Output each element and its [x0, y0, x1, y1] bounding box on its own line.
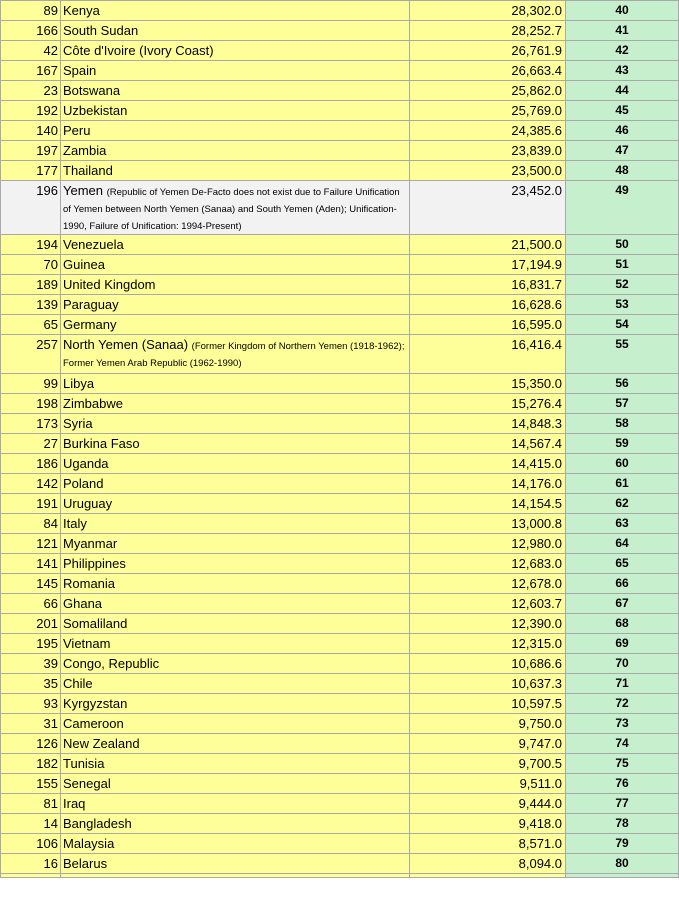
cell-country[interactable] — [61, 161, 410, 181]
table-row[interactable] — [1, 654, 679, 674]
cell-country[interactable] — [61, 514, 410, 534]
country-name: Kenya — [63, 3, 100, 18]
cell-value[interactable]: 9,511.0 — [410, 774, 566, 794]
table-row-partial — [1, 874, 679, 878]
cell-rank[interactable]: 76 — [566, 774, 679, 794]
cell-rank[interactable]: 47 — [566, 141, 679, 161]
cell-country[interactable] — [61, 61, 410, 81]
table-row[interactable] — [1, 295, 679, 315]
cell-country[interactable] — [61, 774, 410, 794]
country-name: Chile — [63, 676, 93, 691]
cell-id[interactable]: 35 — [1, 674, 61, 694]
cell-country[interactable] — [61, 474, 410, 494]
cell-rank[interactable]: 73 — [566, 714, 679, 734]
cell-id[interactable]: 65 — [1, 315, 61, 335]
cell-rank[interactable]: 74 — [566, 734, 679, 754]
cell-rank[interactable]: 78 — [566, 814, 679, 834]
table-row[interactable] — [1, 554, 679, 574]
cell-id[interactable]: 126 — [1, 734, 61, 754]
table-row[interactable] — [1, 255, 679, 275]
cell-country[interactable] — [61, 141, 410, 161]
cell-id[interactable]: 121 — [1, 534, 61, 554]
cell-id[interactable]: 166 — [1, 21, 61, 41]
cell-country[interactable] — [61, 454, 410, 474]
cell-empty — [61, 874, 410, 878]
cell-value[interactable]: 12,315.0 — [410, 634, 566, 654]
country-name: Uruguay — [63, 496, 113, 511]
table-row[interactable] — [1, 181, 679, 235]
cell-rank[interactable]: 45 — [566, 101, 679, 121]
table-row[interactable] — [1, 674, 679, 694]
country-name: Venezuela — [63, 237, 124, 252]
cell-value[interactable]: 15,276.4 — [410, 394, 566, 414]
cell-rank[interactable]: 56 — [566, 374, 679, 394]
cell-country[interactable] — [61, 694, 410, 714]
cell-id[interactable]: 89 — [1, 1, 61, 21]
table-row[interactable] — [1, 21, 679, 41]
table-row[interactable] — [1, 834, 679, 854]
table-row[interactable] — [1, 61, 679, 81]
cell-id[interactable]: 177 — [1, 161, 61, 181]
table-row[interactable] — [1, 41, 679, 61]
cell-id[interactable]: 257 — [1, 335, 61, 374]
cell-rank[interactable]: 46 — [566, 121, 679, 141]
country-name: Malaysia — [63, 836, 115, 851]
cell-value[interactable]: 28,252.7 — [410, 21, 566, 41]
cell-country[interactable] — [61, 235, 410, 255]
cell-id[interactable]: 16 — [1, 854, 61, 874]
cell-id[interactable]: 141 — [1, 554, 61, 574]
cell-value[interactable]: 12,390.0 — [410, 614, 566, 634]
cell-id[interactable]: 99 — [1, 374, 61, 394]
country-name: Kyrgyzstan — [63, 696, 128, 711]
cell-value[interactable]: 23,839.0 — [410, 141, 566, 161]
country-name: Zambia — [63, 143, 107, 158]
cell-id[interactable]: 140 — [1, 121, 61, 141]
cell-id[interactable]: 192 — [1, 101, 61, 121]
cell-country[interactable] — [61, 854, 410, 874]
country-name: Spain — [63, 63, 97, 78]
country-name: Yemen — [63, 183, 103, 198]
cell-country[interactable] — [61, 534, 410, 554]
cell-id[interactable]: 201 — [1, 614, 61, 634]
cell-country[interactable] — [61, 181, 410, 235]
cell-value[interactable]: 28,302.0 — [410, 1, 566, 21]
table-row[interactable] — [1, 614, 679, 634]
table-row[interactable] — [1, 315, 679, 335]
cell-rank[interactable]: 79 — [566, 834, 679, 854]
cell-rank[interactable]: 54 — [566, 315, 679, 335]
cell-value[interactable]: 12,678.0 — [410, 574, 566, 594]
cell-country[interactable] — [61, 255, 410, 275]
cell-id[interactable]: 31 — [1, 714, 61, 734]
table-row[interactable] — [1, 454, 679, 474]
cell-value[interactable]: 26,761.9 — [410, 41, 566, 61]
cell-rank[interactable]: 59 — [566, 434, 679, 454]
cell-empty — [566, 874, 679, 878]
country-name: Côte d'Ivoire (Ivory Coast) — [63, 43, 214, 58]
country-name: Zimbabwe — [63, 396, 123, 411]
cell-rank[interactable]: 61 — [566, 474, 679, 494]
cell-rank[interactable]: 65 — [566, 554, 679, 574]
table-row[interactable] — [1, 161, 679, 181]
cell-rank[interactable]: 66 — [566, 574, 679, 594]
cell-value[interactable]: 13,000.8 — [410, 514, 566, 534]
cell-id[interactable]: 189 — [1, 275, 61, 295]
cell-country[interactable] — [61, 614, 410, 634]
table-row[interactable] — [1, 121, 679, 141]
cell-rank[interactable]: 80 — [566, 854, 679, 874]
table-row[interactable] — [1, 434, 679, 454]
cell-country[interactable] — [61, 834, 410, 854]
cell-value[interactable]: 12,683.0 — [410, 554, 566, 574]
cell-value[interactable]: 10,597.5 — [410, 694, 566, 714]
cell-value[interactable]: 23,452.0 — [410, 181, 566, 235]
cell-value[interactable]: 21,500.0 — [410, 235, 566, 255]
table-row[interactable] — [1, 774, 679, 794]
cell-id[interactable]: 194 — [1, 235, 61, 255]
cell-rank[interactable]: 70 — [566, 654, 679, 674]
cell-country[interactable] — [61, 554, 410, 574]
cell-country[interactable] — [61, 674, 410, 694]
cell-value[interactable]: 9,750.0 — [410, 714, 566, 734]
cell-id[interactable]: 197 — [1, 141, 61, 161]
table-row[interactable] — [1, 794, 679, 814]
cell-country[interactable] — [61, 1, 410, 21]
cell-rank[interactable]: 52 — [566, 275, 679, 295]
cell-country[interactable] — [61, 121, 410, 141]
table-row[interactable] — [1, 734, 679, 754]
cell-value[interactable]: 10,686.6 — [410, 654, 566, 674]
country-name: United Kingdom — [63, 277, 156, 292]
cell-country[interactable] — [61, 594, 410, 614]
country-name: Senegal — [63, 776, 111, 791]
cell-country[interactable] — [61, 794, 410, 814]
cell-rank[interactable]: 51 — [566, 255, 679, 275]
cell-rank[interactable]: 71 — [566, 674, 679, 694]
country-name: Belarus — [63, 856, 108, 871]
country-name: Italy — [63, 516, 87, 531]
country-name: Congo, Republic — [63, 656, 160, 671]
cell-empty — [1, 874, 61, 878]
country-name: Romania — [63, 576, 116, 591]
country-name: Uganda — [63, 456, 109, 471]
country-name: Vietnam — [63, 636, 111, 651]
cell-value[interactable]: 16,595.0 — [410, 315, 566, 335]
cell-value[interactable]: 25,862.0 — [410, 81, 566, 101]
cell-country[interactable] — [61, 41, 410, 61]
country-name: Libya — [63, 376, 95, 391]
cell-id[interactable]: 81 — [1, 794, 61, 814]
table-row[interactable] — [1, 574, 679, 594]
cell-rank[interactable]: 41 — [566, 21, 679, 41]
cell-country[interactable] — [61, 81, 410, 101]
cell-rank[interactable]: 53 — [566, 295, 679, 315]
table-row[interactable] — [1, 235, 679, 255]
cell-id[interactable]: 23 — [1, 81, 61, 101]
table-row[interactable] — [1, 714, 679, 734]
table-row[interactable] — [1, 81, 679, 101]
cell-rank[interactable]: 63 — [566, 514, 679, 534]
cell-value[interactable]: 9,747.0 — [410, 734, 566, 754]
cell-id[interactable]: 167 — [1, 61, 61, 81]
cell-value[interactable]: 14,176.0 — [410, 474, 566, 494]
cell-id[interactable]: 27 — [1, 434, 61, 454]
cell-id[interactable]: 145 — [1, 574, 61, 594]
cell-rank[interactable]: 67 — [566, 594, 679, 614]
cell-country[interactable] — [61, 21, 410, 41]
cell-rank[interactable]: 77 — [566, 794, 679, 814]
cell-country[interactable] — [61, 494, 410, 514]
country-name: Burkina Faso — [63, 436, 140, 451]
cell-value[interactable]: 24,385.6 — [410, 121, 566, 141]
country-name: New Zealand — [63, 736, 140, 751]
table-row[interactable] — [1, 335, 679, 374]
table-body — [1, 1, 679, 878]
cell-country[interactable] — [61, 434, 410, 454]
cell-rank[interactable]: 49 — [566, 181, 679, 235]
table-row[interactable] — [1, 141, 679, 161]
cell-value[interactable]: 16,628.6 — [410, 295, 566, 315]
table-row[interactable] — [1, 374, 679, 394]
country-name: Cameroon — [63, 716, 124, 731]
cell-rank[interactable]: 57 — [566, 394, 679, 414]
country-name: Paraguay — [63, 297, 119, 312]
cell-rank[interactable]: 40 — [566, 1, 679, 21]
table-row[interactable] — [1, 414, 679, 434]
cell-country[interactable] — [61, 654, 410, 674]
cell-id[interactable]: 42 — [1, 41, 61, 61]
table-row[interactable] — [1, 634, 679, 654]
country-name: Guinea — [63, 257, 105, 272]
cell-country[interactable] — [61, 634, 410, 654]
cell-value[interactable]: 16,416.4 — [410, 335, 566, 374]
cell-rank[interactable]: 60 — [566, 454, 679, 474]
cell-id[interactable]: 173 — [1, 414, 61, 434]
cell-empty — [410, 874, 566, 878]
cell-id[interactable]: 93 — [1, 694, 61, 714]
country-name: Philippines — [63, 556, 126, 571]
cell-value[interactable]: 23,500.0 — [410, 161, 566, 181]
cell-value[interactable]: 9,444.0 — [410, 794, 566, 814]
cell-value[interactable]: 8,571.0 — [410, 834, 566, 854]
country-name: North Yemen (Sanaa) — [63, 337, 189, 352]
cell-rank[interactable]: 44 — [566, 81, 679, 101]
cell-value[interactable]: 12,980.0 — [410, 534, 566, 554]
country-name: Myanmar — [63, 536, 118, 551]
cell-country[interactable] — [61, 374, 410, 394]
cell-rank[interactable]: 42 — [566, 41, 679, 61]
cell-value[interactable]: 10,637.3 — [410, 674, 566, 694]
cell-value[interactable]: 14,415.0 — [410, 454, 566, 474]
country-name: Peru — [63, 123, 91, 138]
country-name: Somaliland — [63, 616, 128, 631]
table-row[interactable] — [1, 494, 679, 514]
cell-id[interactable]: 14 — [1, 814, 61, 834]
country-name: Germany — [63, 317, 117, 332]
cell-rank[interactable]: 72 — [566, 694, 679, 714]
country-name: Poland — [63, 476, 104, 491]
cell-id[interactable]: 70 — [1, 255, 61, 275]
cell-country[interactable] — [61, 275, 410, 295]
cell-id[interactable]: 39 — [1, 654, 61, 674]
cell-value[interactable]: 14,567.4 — [410, 434, 566, 454]
cell-value[interactable]: 25,769.0 — [410, 101, 566, 121]
cell-id[interactable]: 182 — [1, 754, 61, 774]
country-name: Tunisia — [63, 756, 105, 771]
table-row[interactable] — [1, 754, 679, 774]
cell-country[interactable] — [61, 814, 410, 834]
cell-country[interactable] — [61, 101, 410, 121]
table-row[interactable] — [1, 694, 679, 714]
table-row[interactable] — [1, 854, 679, 874]
table-row[interactable] — [1, 101, 679, 121]
cell-id[interactable]: 106 — [1, 834, 61, 854]
cell-id[interactable]: 155 — [1, 774, 61, 794]
cell-id[interactable]: 195 — [1, 634, 61, 654]
cell-value[interactable]: 15,350.0 — [410, 374, 566, 394]
cell-country[interactable] — [61, 714, 410, 734]
cell-rank[interactable]: 48 — [566, 161, 679, 181]
table-row[interactable] — [1, 1, 679, 21]
cell-id[interactable]: 198 — [1, 394, 61, 414]
cell-id[interactable]: 186 — [1, 454, 61, 474]
cell-id[interactable]: 142 — [1, 474, 61, 494]
table-row[interactable] — [1, 394, 679, 414]
country-name: Uzbekistan — [63, 103, 128, 118]
country-name: Syria — [63, 416, 93, 431]
country-name: Iraq — [63, 796, 86, 811]
cell-rank[interactable]: 68 — [566, 614, 679, 634]
cell-value[interactable]: 14,848.3 — [410, 414, 566, 434]
country-name: Thailand — [63, 163, 113, 178]
cell-rank[interactable]: 43 — [566, 61, 679, 81]
cell-country[interactable] — [61, 315, 410, 335]
cell-id[interactable]: 84 — [1, 514, 61, 534]
country-note: (Republic of Yemen De-Facto does not exist due to Failure Unification of Yemen between North Yemen (Sanaa) and South Yemen (Aden); Unification-1990, Failure of Unification: 1994-Present) — [63, 187, 400, 232]
cell-id[interactable]: 191 — [1, 494, 61, 514]
cell-value[interactable]: 12,603.7 — [410, 594, 566, 614]
cell-country[interactable] — [61, 335, 410, 374]
country-name: Ghana — [63, 596, 103, 611]
table-row[interactable] — [1, 814, 679, 834]
table-row[interactable] — [1, 275, 679, 295]
cell-id[interactable]: 66 — [1, 594, 61, 614]
cell-value[interactable]: 9,700.5 — [410, 754, 566, 774]
table-row[interactable] — [1, 594, 679, 614]
cell-value[interactable]: 26,663.4 — [410, 61, 566, 81]
cell-id[interactable]: 196 — [1, 181, 61, 235]
cell-country[interactable] — [61, 295, 410, 315]
cell-rank[interactable]: 55 — [566, 335, 679, 374]
cell-rank[interactable]: 75 — [566, 754, 679, 774]
cell-value[interactable]: 16,831.7 — [410, 275, 566, 295]
cell-rank[interactable]: 69 — [566, 634, 679, 654]
country-name: South Sudan — [63, 23, 139, 38]
cell-country[interactable] — [61, 574, 410, 594]
cell-value[interactable]: 17,194.9 — [410, 255, 566, 275]
cell-rank[interactable]: 62 — [566, 494, 679, 514]
cell-rank[interactable]: 64 — [566, 534, 679, 554]
cell-country[interactable] — [61, 754, 410, 774]
cell-rank[interactable]: 50 — [566, 235, 679, 255]
cell-country[interactable] — [61, 414, 410, 434]
cell-id[interactable]: 139 — [1, 295, 61, 315]
cell-value[interactable]: 8,094.0 — [410, 854, 566, 874]
cell-value[interactable]: 14,154.5 — [410, 494, 566, 514]
cell-country[interactable] — [61, 734, 410, 754]
table-row[interactable] — [1, 534, 679, 554]
country-note: (Former Kingdom of Northern Yemen (1918-1962); Former Yemen Arab Republic (1962-1990) — [63, 341, 405, 369]
cell-country[interactable] — [61, 394, 410, 414]
country-name: Bangladesh — [63, 816, 132, 831]
table-row[interactable] — [1, 474, 679, 494]
country-name: Botswana — [63, 83, 121, 98]
cell-value[interactable]: 9,418.0 — [410, 814, 566, 834]
cell-rank[interactable]: 58 — [566, 414, 679, 434]
table-row[interactable] — [1, 514, 679, 534]
